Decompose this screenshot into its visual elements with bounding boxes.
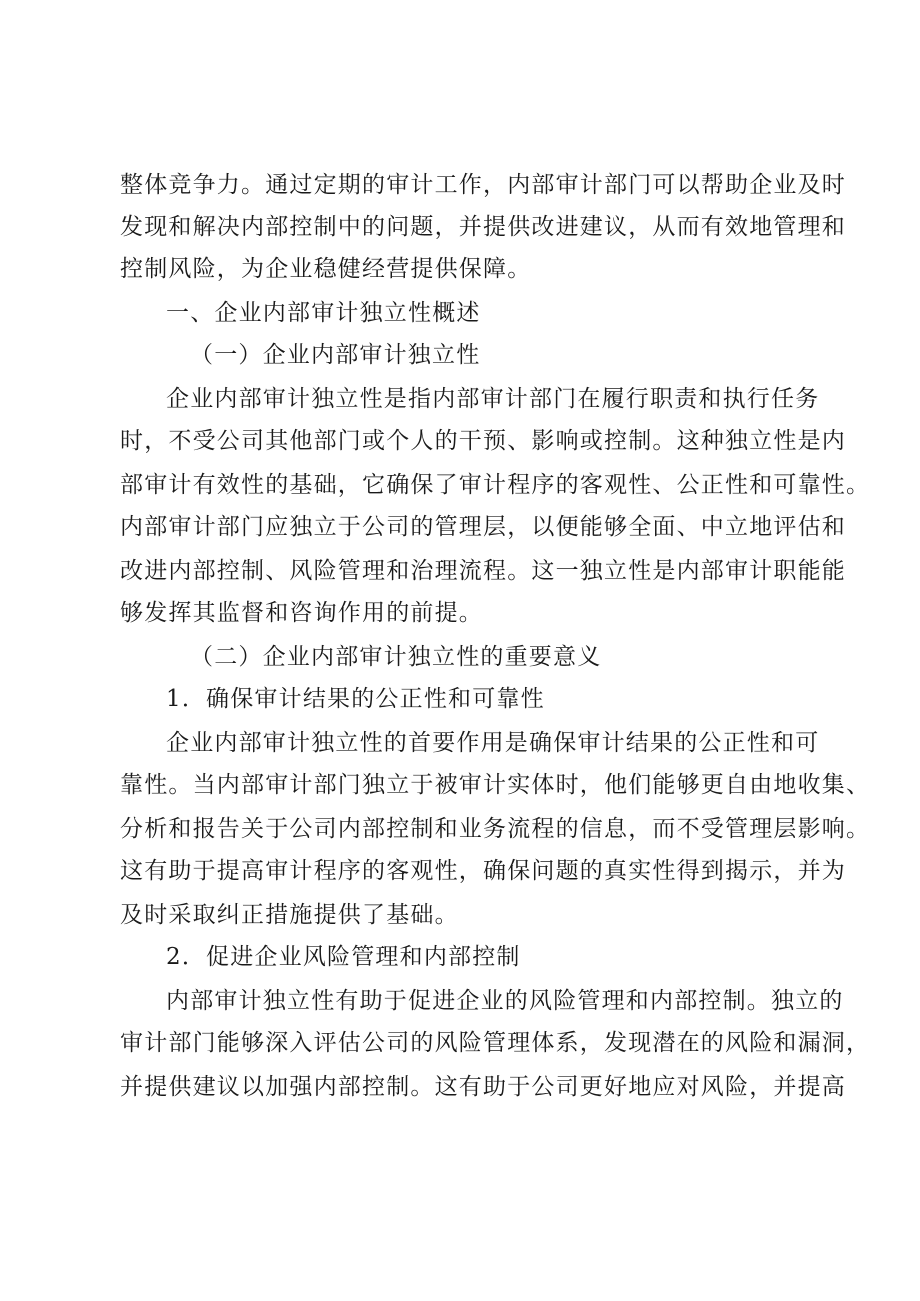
paragraph-2-line-5: 及时采取纠正措施提供了基础。 <box>120 902 459 928</box>
paragraph-2-line-3: 分析和报告关于公司内部控制和业务流程的信息，而不受管理层影响。 <box>120 816 871 842</box>
paragraph-2-line-4: 这有助于提高审计程序的客观性，确保问题的真实性得到揭示，并为 <box>120 858 846 884</box>
point-2-title: 2．促进企业风险管理和内部控制 <box>166 944 521 970</box>
paragraph-1-line-6: 够发挥其监督和咨询作用的前提。 <box>120 600 483 626</box>
subsection-2-title: （二）企业内部审计独立性的重要意义 <box>190 644 602 670</box>
subsection-1-title: （一）企业内部审计独立性 <box>190 342 481 368</box>
paragraph-1-line-1: 企业内部审计独立性是指内部审计部门在履行职责和执行任务 <box>166 386 820 412</box>
paragraph-3-line-1: 内部审计独立性有助于促进企业的风险管理和内部控制。独立的 <box>166 988 844 1014</box>
paragraph-2-line-1: 企业内部审计独立性的首要作用是确保审计结果的公正性和可 <box>166 730 820 756</box>
intro-line-2: 发现和解决内部控制中的问题，并提供改进建议，从而有效地管理和 <box>120 214 846 240</box>
intro-line-3: 控制风险，为企业稳健经营提供保障。 <box>120 256 532 282</box>
paragraph-1-line-2: 时，不受公司其他部门或个人的干预、影响或控制。这种独立性是内 <box>120 428 846 454</box>
paragraph-1-line-3: 部审计有效性的基础，它确保了审计程序的客观性、公正性和可靠性。 <box>120 472 871 498</box>
paragraph-2-line-2: 靠性。当内部审计部门独立于被审计实体时，他们能够更自由地收集、 <box>120 772 871 798</box>
paragraph-1-line-5: 改进内部控制、风险管理和治理流程。这一独立性是内部审计职能能 <box>120 558 846 584</box>
section-title: 一、企业内部审计独立性概述 <box>166 300 481 326</box>
point-1-title: 1．确保审计结果的公正性和可靠性 <box>166 686 545 712</box>
paragraph-1-line-4: 内部审计部门应独立于公司的管理层，以便能够全面、中立地评估和 <box>120 514 846 540</box>
paragraph-3-line-3: 并提供建议以加强内部控制。这有助于公司更好地应对风险，并提高 <box>120 1074 846 1100</box>
paragraph-3-line-2: 审计部门能够深入评估公司的风险管理体系，发现潜在的风险和漏洞， <box>120 1030 871 1056</box>
intro-line-1: 整体竞争力。通过定期的审计工作，内部审计部门可以帮助企业及时 <box>120 172 846 198</box>
